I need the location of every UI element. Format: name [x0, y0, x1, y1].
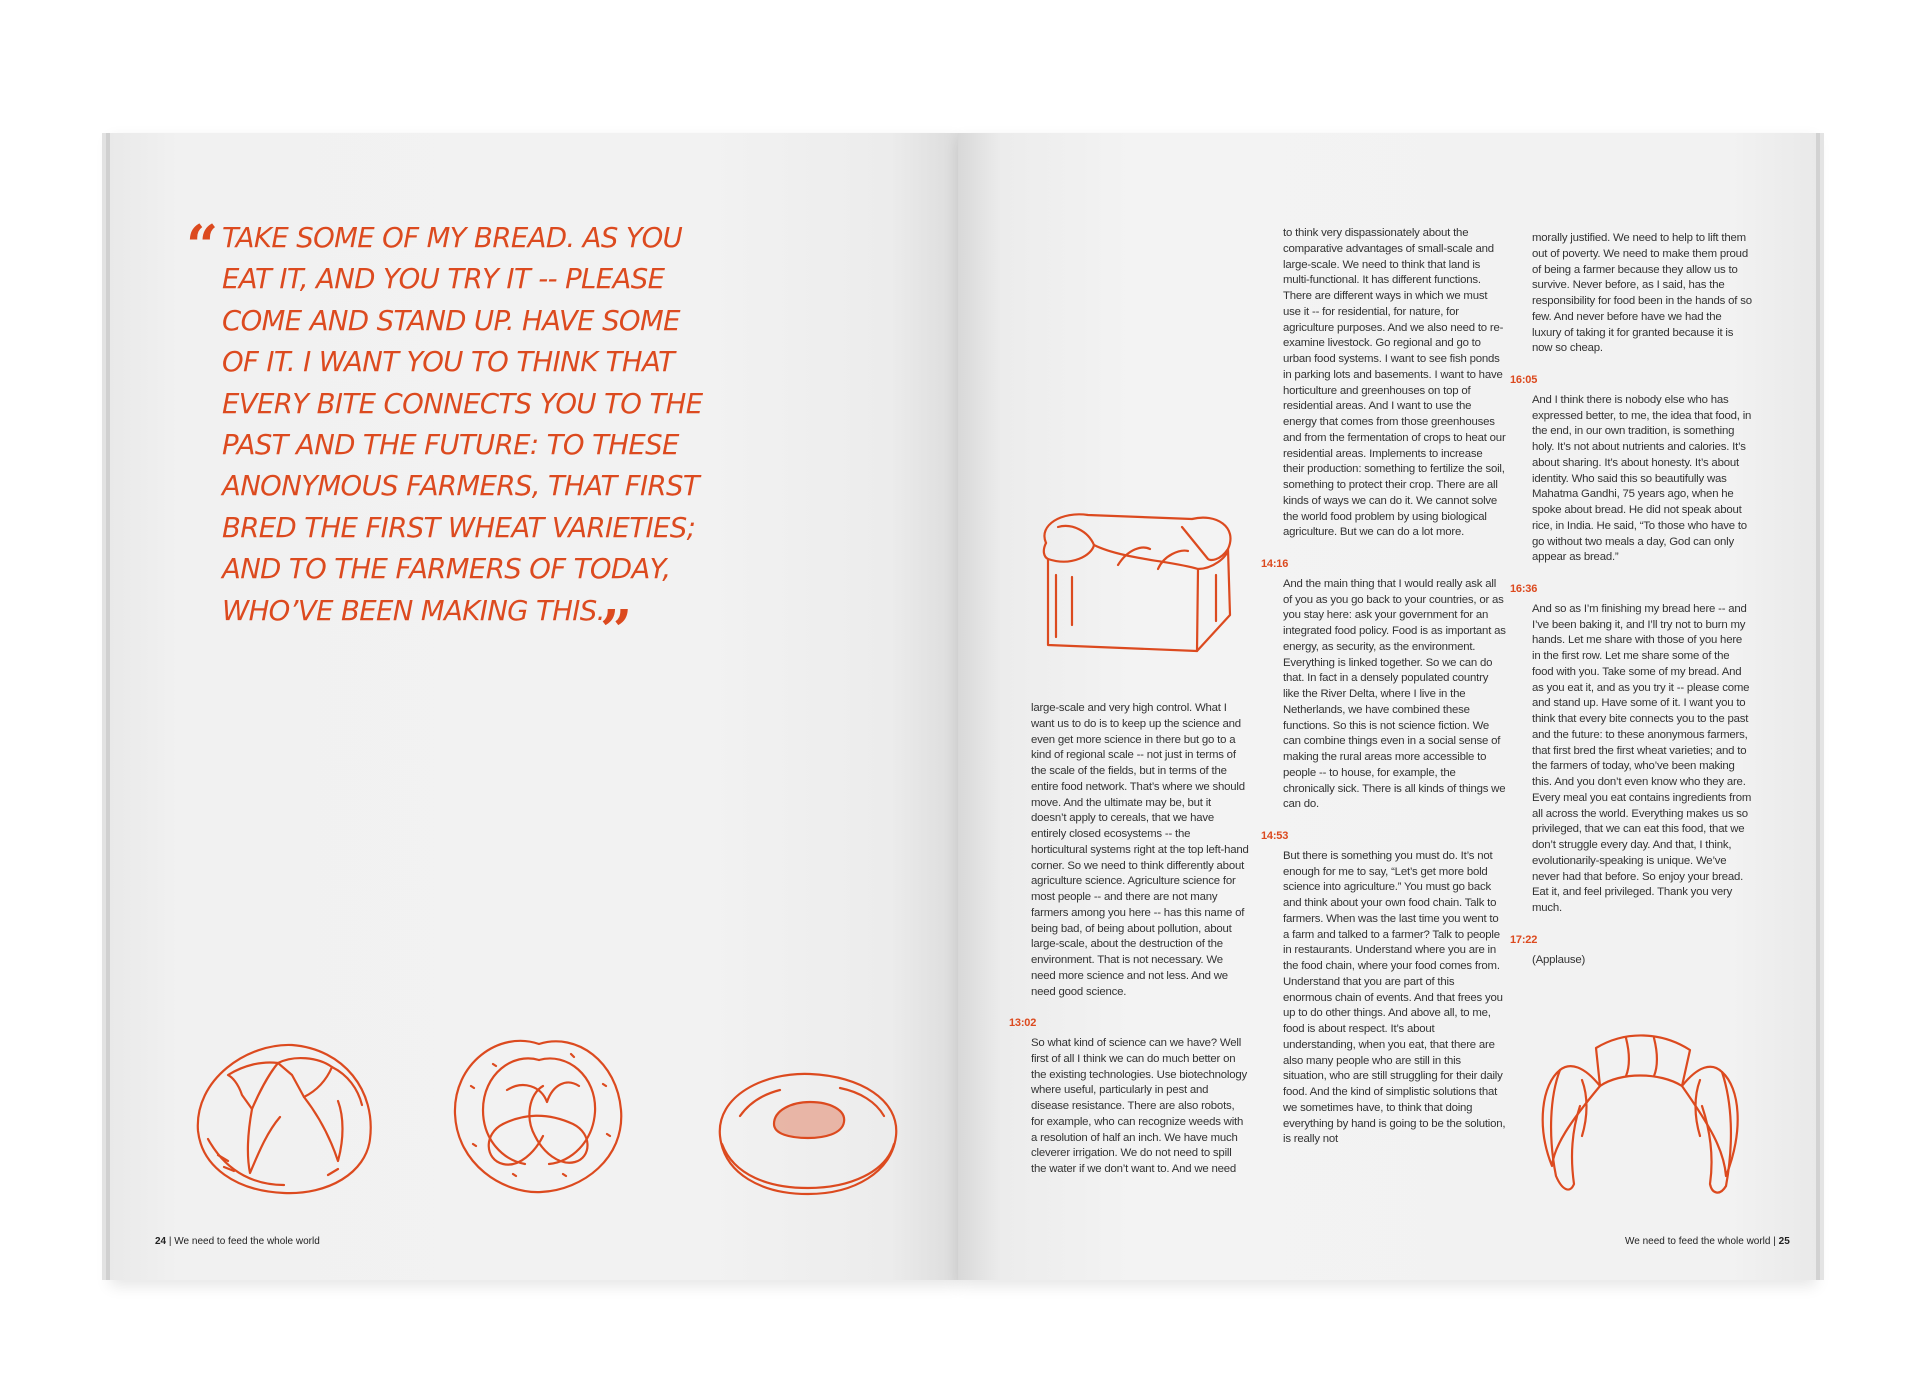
close-quote-mark: ” [600, 598, 633, 664]
paragraph: large-scale and very high control. What I want us to do is to keep up the science and even get more science in there but go to a kind of regional scale -- not just in terms of the scale of the fields, but in terms of the entire food network. That’s where we should move. And the ultimate may be, but it doesn’t apply to cereals, that we have entirely closed ecosystems -- the horticultural systems right at the top left-hand corner. So we need to think differently about agriculture science. Agriculture science for most people -- and there are not many farmers among you here -- has this name of being bad, of being about pollution, about large-scale, about the destruction of the environment. That is not necessary. We need more science and not less. And we need good science. [1031, 702, 1249, 998]
paragraph: to think very dispassionately about the comparative advantages of small-scale and large-scale. We need to think that land is multi-functional. It has different functions. There are different ways in which we must use it -- for residential, for nature, for agriculture purposes. And we also need to re-examine livestock. Go regional and go to urban food systems. I want to see fish ponds in parking lots and basements. I want to have horticulture and greenhouses on top of residential areas. And I want to use the energy that comes from those greenhouses and from the fermentation of crops to heat our residential areas. Implements to increase their production: something to fertilize the soil, something to protect their crop. There are all kinds of ways we can do it. We cannot solve the world food problem by using biological agriculture. But we can do a lot more. [1283, 227, 1506, 539]
timestamp: 16:36 [1510, 583, 1538, 595]
timestamp: 13:02 [1009, 1017, 1037, 1030]
open-quote-mark: “ [186, 213, 219, 279]
footer-title: We need to feed the whole world [174, 1236, 320, 1247]
paragraph: But there is something you must do. It’s not enough for me to say, “Let’s get more bold science into agriculture.” You must go back and think about your own food chain. Talk to farmers. When was the last time you went to a farm and talked to a farmer? Talk to people in restaurants. Understand where you are in the food chain, where your food comes from. Understand that you are part of this enormous chain of events. And that frees you up to do other things. And above all, to me, food is about respect. It’s about understanding, when you eat, that there are also many people who are still in this situation, who are still struggling for their daily food. And the kind of simplistic solutions that we sometimes have, to think that doing everything by hand is going to be the solution, is really not [1283, 849, 1506, 1146]
paragraph: So what kind of science can we have? Well first of all I think we can do much better on the existing technologies. Use biotechnology where useful, particularly in pest and disease resistance. There are also robots, for example, who can recognize weeds with a resolution of half an inch. We have much cleverer irrigation. We do not need to spill the water if we don’t want to. And we need [1031, 1037, 1247, 1175]
paragraph: And the main thing that I would really ask all of you as you go back to your countries, or as you stay here: ask your government for an integrated food policy. Food is as important as energy, as security, as the environment. Everything is linked together. So we can do that. In fact in a densely populated country like the River Delta, where I live in the Netherlands, we have combined these functions. So this is not science fiction. We can combine things even in a social sense of making the rural areas more accessible to people -- to house, for example, the chronically sick. There is all kinds of things we can do. [1283, 577, 1506, 811]
footer-separator: | [168, 1236, 172, 1247]
page-number: 24 [155, 1236, 167, 1247]
round-bread-icon [188, 1035, 383, 1200]
timestamp: 17:22 [1510, 933, 1538, 946]
croissant-icon [1530, 1026, 1748, 1201]
paragraph: morally justified. We need to help to lift them out of poverty. We need to make them proud of being a farmer because they allow us to survive. Never before, as I said, has the responsibility for food been in the hands of so few. And never before have we had the luxury of taking it for granted because it is now so cheap. [1532, 232, 1752, 355]
pull-quote: TAKE SOME OF MY BREAD. AS YOU EAT IT, AND YOU TRY IT -- PLEASE COME AND STAND UP. HAVE SOME OF IT. I WANT YOU TO THINK THAT EVERY BITE CONNECTS YOU TO THE PAST AND THE FUTURE: TO THESE ANONYMOUS FARMERS, THAT FIRST BRED THE FIRST WHEAT VARIETIES; AND TO THE FARMERS OF TODAY, WHO’VE BEEN MAKING THIS. [222, 222, 703, 627]
paragraph: And I think there is nobody else who has expressed better, to me, the idea that food, in the end, in our own tradition, is something holy. It’s not about nutrients and calories. It’s about sharing. It’s about honesty. It’s about identity. Who said this so beautifully was Mahatma Gandhi, 75 years ago, when he spoke about bread. He did not speak about rice, in India. He said, “To those who have to go without two meals a day, God can only appear as bread.” [1532, 393, 1752, 564]
timestamp: 14:53 [1261, 830, 1289, 842]
text-column-1 [1009, 701, 1249, 1178]
footer-left [155, 1236, 320, 1247]
bread-loaf-icon [1032, 505, 1247, 655]
footer-title: We need to feed the whole world [1625, 1236, 1771, 1247]
text-column-2 [1261, 226, 1506, 1148]
footer-right [1625, 1236, 1790, 1247]
timestamp: 14:16 [1261, 558, 1289, 570]
paragraph: (Applause) [1532, 953, 1586, 966]
paragraph: And so as I’m finishing my bread here -- and I’ve been baking it, and I’ll try not to burn my hands. Let me share with those of you here in the first row. Let me share some of the food with you. Take some of my bread. And as you eat it, and as you try it -- please come and stand up. Have some of it. I want you to think that every bite connects you to the past and the future: to these anonymous farmers, that first bred the first wheat varieties; and to the farmers of today, who’ve been making this. And you don’t even know who they are. Every meal you eat contains ingredients from all across the world. Everything makes us so privileged, that we can eat this food, that we don’t struggle every day. And that, I think, evolutionarily-speaking is unique. We’ve never had that before. So enjoy your bread. Eat it, and feel privileged. Thank you very much. [1532, 602, 1752, 914]
page-number: 25 [1778, 1236, 1790, 1247]
pretzel-icon [443, 1024, 633, 1199]
text-column-3 [1510, 231, 1752, 968]
footer-separator: | [1773, 1236, 1776, 1247]
timestamp: 16:05 [1510, 374, 1538, 386]
bagel-icon [710, 1066, 906, 1200]
